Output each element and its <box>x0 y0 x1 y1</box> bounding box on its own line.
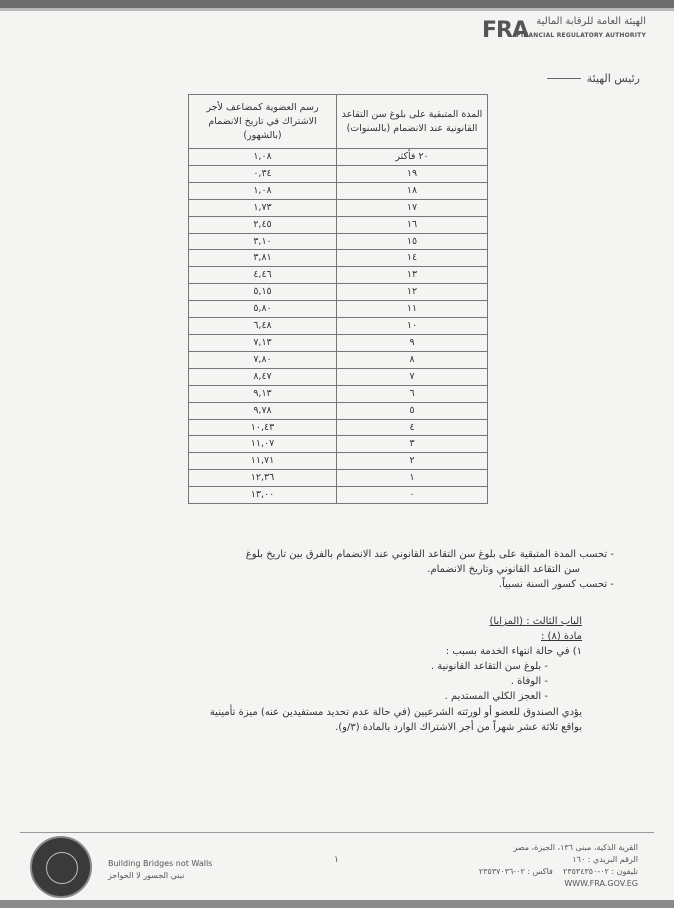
footer-contact <box>479 842 638 890</box>
table-row <box>189 318 488 335</box>
remaining-years-cell: ٠ <box>337 487 488 504</box>
remaining-years-cell: ١ <box>337 470 488 487</box>
authority-name-en: FINANCIAL REGULATORY AUTHORITY <box>516 32 646 39</box>
top-border-bar <box>0 0 674 8</box>
remaining-years-cell: ٦ <box>337 385 488 402</box>
footer-fax: فاكس : ٠٢-٢٣٥٣٧٠٣٦ <box>478 867 553 876</box>
fee-multiplier-cell: ١٢,٣٦ <box>189 470 337 487</box>
fee-multiplier-cell: ٩,١٣ <box>189 385 337 402</box>
chapter-three <box>62 614 582 735</box>
remaining-years-cell: ١٠ <box>337 318 488 335</box>
chairman-label: رئيس الهيئة <box>586 72 640 85</box>
table-row <box>189 453 488 470</box>
top-border-line <box>0 8 674 11</box>
fee-multiplier-cell: ٤,٤٦ <box>189 267 337 284</box>
table-row <box>189 487 488 504</box>
remaining-years-cell: ١١ <box>337 301 488 318</box>
fee-multiplier-cell: ٨,٤٧ <box>189 368 337 385</box>
table-row <box>189 267 488 284</box>
heading-divider <box>547 78 581 79</box>
bottom-border-bar <box>0 900 674 908</box>
remaining-years-cell: ١٩ <box>337 165 488 182</box>
remaining-years-cell: ١٤ <box>337 250 488 267</box>
table-row <box>189 419 488 436</box>
benefit-paragraph: يؤدي الصندوق للعضو أو لورثته الشرعيين (في حالة عدم تحديد مستفيدين عنه) ميزة تأمينية <box>209 707 582 718</box>
benefit-paragraph-continuation: بواقع ثلاثة عشر شهراً من أجر الاشتراك الوارد بالمادة (٣/و). <box>335 722 582 733</box>
table-row <box>189 182 488 199</box>
fee-multiplier-cell: ٥,٨٠ <box>189 301 337 318</box>
table-header-row <box>189 95 488 149</box>
fee-multiplier-cell: ١,٧٣ <box>189 199 337 216</box>
bullet-permanent-disability: - العجز الكلي المستديم . <box>444 691 548 702</box>
bullet-retirement-age: - بلوغ سن التقاعد القانونية . <box>430 661 548 672</box>
chairman-heading <box>547 72 640 85</box>
remaining-years-cell: ١٥ <box>337 233 488 250</box>
table-row <box>189 301 488 318</box>
authority-name-ar: الهيئة العامة للرقابة المالية <box>536 16 646 27</box>
remaining-years-cell: ١٨ <box>337 182 488 199</box>
remaining-years-cell: ١٧ <box>337 199 488 216</box>
fra-logo <box>482 14 646 48</box>
bullet-death: - الوفاة . <box>510 676 548 687</box>
fee-multiplier-cell: ٩,٧٨ <box>189 402 337 419</box>
table-row <box>189 334 488 351</box>
remaining-years-cell: ١٣ <box>337 267 488 284</box>
remaining-years-cell: ١٢ <box>337 284 488 301</box>
remaining-years-cell: ٥ <box>337 402 488 419</box>
table-row <box>189 149 488 166</box>
page-number: ١ <box>334 855 339 865</box>
col-fee-multiplier-header: رسم العضوية كمضاعف لأجر الاشتراك في تاريخ الانضمام (بالشهور) <box>189 95 337 149</box>
table-row <box>189 351 488 368</box>
note-1-continuation: سن التقاعد القانوني وتاريخ الانضمام. <box>427 564 580 575</box>
fra-logo-mark: FRA <box>482 18 528 43</box>
article-item-1: ١) في حالة انتهاء الخدمة بسبب : <box>445 646 582 657</box>
note-1: - تحسب المدة المتبقية على بلوغ سن التقاعد القانوني عند الانضمام بالفرق بين تاريخ بلوغ <box>245 549 614 560</box>
fee-multiplier-cell: ٦,٤٨ <box>189 318 337 335</box>
remaining-years-cell: ٩ <box>337 334 488 351</box>
footer-phone: تليفون : ٠٢-٢٣٥٣٤٣٥٠ <box>563 867 638 876</box>
fee-multiplier-cell: ٠,٣٤ <box>189 165 337 182</box>
table-row <box>189 216 488 233</box>
footer-website: WWW.FRA.GOV.EG <box>564 879 638 888</box>
fee-multiplier-cell: ١١,٠٧ <box>189 436 337 453</box>
table-row <box>189 199 488 216</box>
footer-phone-fax <box>479 866 638 878</box>
article-heading: مادة (٨) : <box>540 631 582 642</box>
note-2: - تحسب كسور السنة نسبياً. <box>498 579 614 590</box>
fee-multiplier-cell: ١,٠٨ <box>189 149 337 166</box>
fee-multiplier-cell: ١,٠٨ <box>189 182 337 199</box>
remaining-years-cell: ٢ <box>337 453 488 470</box>
table-row <box>189 470 488 487</box>
fee-multiplier-cell: ١٠,٤٣ <box>189 419 337 436</box>
table-row <box>189 402 488 419</box>
fee-multiplier-cell: ٣,١٠ <box>189 233 337 250</box>
fee-multiplier-cell: ٣,٨١ <box>189 250 337 267</box>
fee-multiplier-cell: ٧,١٣ <box>189 334 337 351</box>
fee-multiplier-cell: ٢,٤٥ <box>189 216 337 233</box>
table-row <box>189 368 488 385</box>
chapter-title: الباب الثالث : (المزايا) <box>489 616 582 627</box>
remaining-years-cell: ٤ <box>337 419 488 436</box>
table-row <box>189 165 488 182</box>
fee-multiplier-cell: ١١,٧١ <box>189 453 337 470</box>
membership-fee-table <box>188 94 488 504</box>
table-row <box>189 436 488 453</box>
table-row <box>189 250 488 267</box>
fee-multiplier-cell: ٧,٨٠ <box>189 351 337 368</box>
table-notes <box>94 547 614 592</box>
fee-multiplier-cell: ٥,١٥ <box>189 284 337 301</box>
remaining-years-cell: ١٦ <box>337 216 488 233</box>
footer-divider <box>20 832 654 833</box>
fee-multiplier-cell: ١٣,٠٠ <box>189 487 337 504</box>
fra-seal-icon <box>30 836 92 898</box>
slogan-en: Building Bridges not Walls <box>108 859 213 868</box>
footer-address: القرية الذكية، مبنى ١٣٦، الجيزة، مصر <box>513 843 638 852</box>
slogan-ar: نبني الجسور لا الحواجز <box>108 871 185 880</box>
col-remaining-years-header: المدة المتبقية على بلوغ سن التقاعد القانونية عند الانضمام (بالسنوات) <box>337 95 488 149</box>
footer-slogan <box>108 858 212 882</box>
remaining-years-cell: ٨ <box>337 351 488 368</box>
remaining-years-cell: ٣ <box>337 436 488 453</box>
footer-postal-code: الرقم البريدي : ١٦٠ <box>572 855 638 864</box>
table-row <box>189 233 488 250</box>
table-row <box>189 385 488 402</box>
remaining-years-cell: ٢٠ فأكثر <box>337 149 488 166</box>
remaining-years-cell: ٧ <box>337 368 488 385</box>
table-row <box>189 284 488 301</box>
